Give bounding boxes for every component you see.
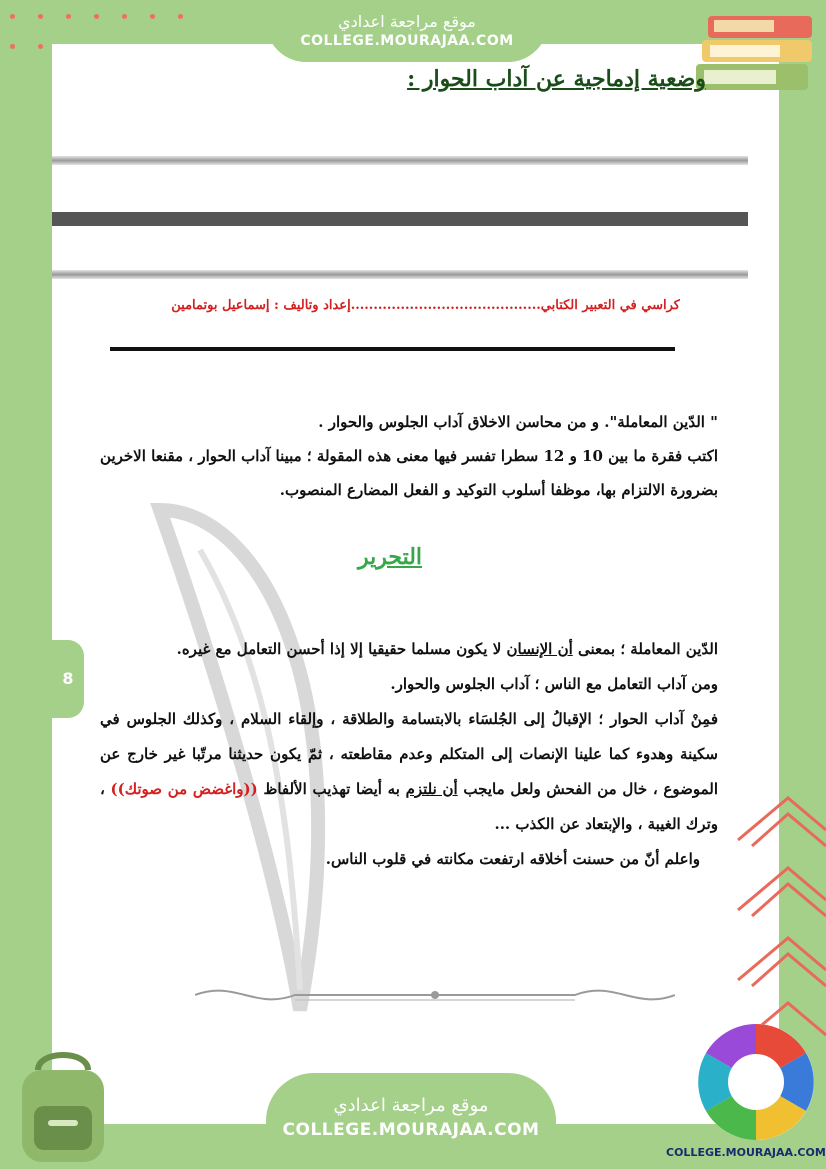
header-underline (110, 347, 675, 351)
ornament-divider-icon (195, 980, 675, 1010)
divider-middle (52, 212, 748, 226)
booklet-header (110, 298, 680, 313)
site-banner-bottom[interactable] (266, 1073, 556, 1169)
page-number-tab: 8 (52, 640, 84, 718)
booklet-title: كراسي في التعبير الكتابي (540, 298, 680, 313)
divider-bottom (52, 270, 748, 279)
site-banner-top[interactable] (266, 0, 548, 62)
site-domain[interactable]: COLLEGE.MOURAJAA.COM (300, 33, 514, 49)
prompt-line-1: " الدّين المعاملة". و من محاسن الاخلاق آداب الجلوس والحوار . (318, 413, 718, 431)
essay-paragraph-4: واعلم أنّ من حسنت أخلاقه ارتفعت مكانته في قلوب الناس. (325, 850, 700, 868)
essay-paragraph-3: فمِنْ آداب الحوار ؛ الإقبالُ إلى الجُلسَاء بالابتسامة والطلاقة ، وإلقاء السلام ، وكذلك الجلوس في سكينة وهدوء كما علينا الإنصات إلى المتكلم وعدم مقاطعته ، ثمّ يكون حديثنا مرتّبا غير خارج عن الموضوع ، خال من الفحش ولعل مايجب أن نلتزم به أيضا تهذيب الألفاظ ((واغضض من صوتك)) ، وترك الغيبة ، والإبتعاد عن الكذب ... (100, 710, 719, 833)
header-dots: .......................................... (350, 298, 541, 313)
prompt-line-2: اكتب فقرة ما بين 10 و 12 سطرا تفسر فيها معنى هذه المقولة ؛ مبينا آداب الحوار ، مقنعا الاخرين (100, 447, 718, 465)
badge-domain[interactable]: COLLEGE.MOURAJAA.COM (666, 1146, 826, 1159)
essay-paragraph-1: الدّين المعاملة ؛ بمعنى أن الإنسان لا يكون مسلما حقيقيا إلا إذا أحسن التعامل مع غيره. (176, 640, 718, 658)
site-name-footer: موقع مراجعة اعدادي (333, 1095, 489, 1116)
site-name: موقع مراجعة اعدادي (338, 12, 476, 31)
divider-top (52, 156, 748, 165)
site-domain-footer[interactable]: COLLEGE.MOURAJAA.COM (282, 1120, 540, 1140)
chevron-up-icon (730, 790, 826, 1050)
quran-quote: ((واغضض من صوتك)) (110, 780, 258, 798)
author-credit: إعداد وتأليف : إسماعيل بوتمامين (171, 298, 351, 313)
page-title: وضعية إدماجية عن آداب الحوار : (407, 66, 706, 92)
school-badge-icon (694, 1020, 818, 1160)
essay-paragraph-2: ومن آداب التعامل مع الناس ؛ آداب الجلوس والحوار. (390, 675, 718, 693)
assignment-prompt (78, 405, 718, 507)
essay-heading: التحرير (357, 544, 423, 570)
prompt-line-3: بضرورة الالتزام بها، موظفا أسلوب التوكيد و الفعل المضارع المنصوب. (279, 481, 718, 499)
essay-body (100, 632, 718, 877)
backpack-icon (8, 1050, 118, 1165)
books-icon (694, 8, 824, 98)
